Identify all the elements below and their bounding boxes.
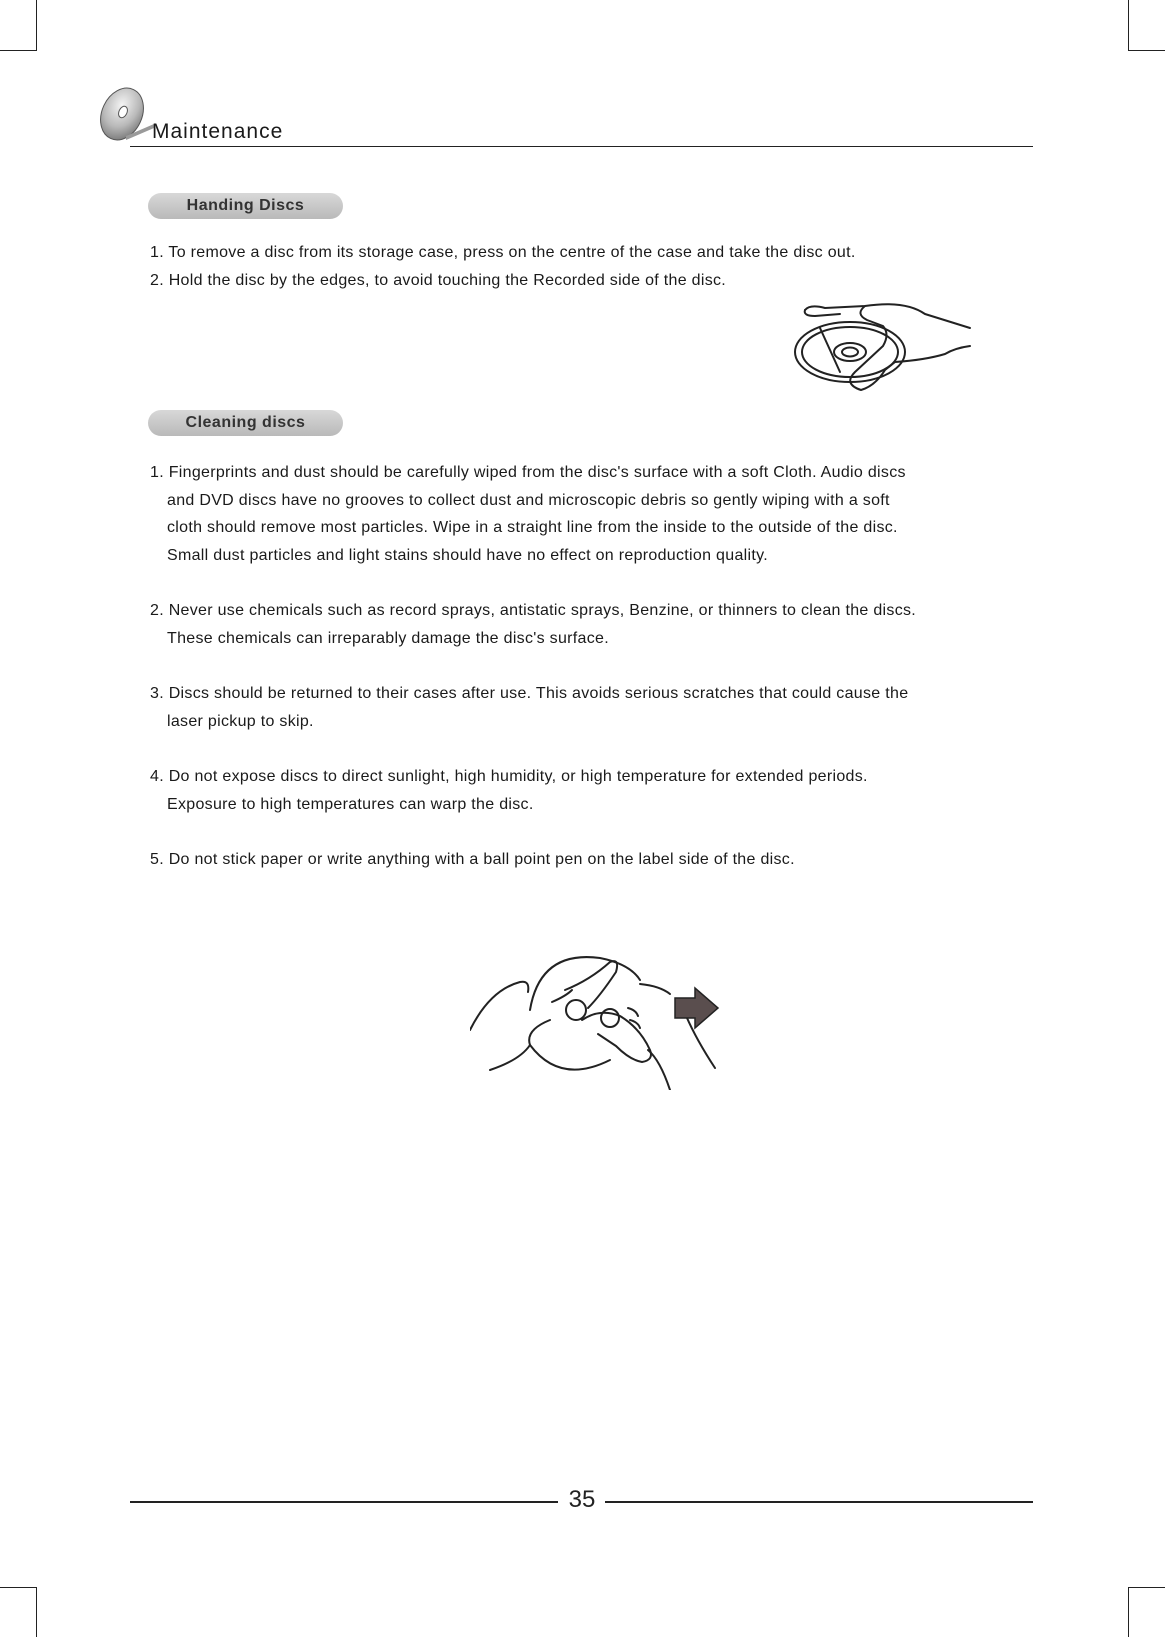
wiping-disc-illustration (470, 950, 730, 1090)
hand-holding-disc-illustration (785, 300, 975, 395)
page-title: Maintenance (152, 120, 284, 143)
crop-mark-top-right-h (1128, 50, 1165, 51)
list-item (150, 459, 916, 569)
list-item-line: cloth should remove most particles. Wipe in a straight line from the inside to the outside of the disc. (167, 519, 898, 536)
list-item (150, 846, 916, 874)
list-item (150, 763, 916, 818)
footer-divider-right (605, 1501, 1033, 1503)
crop-mark-top-right (1128, 0, 1129, 50)
list-item-first-line: 5. Do not stick paper or write anything with a ball point pen on the label side of the disc. (150, 851, 795, 868)
cleaning-list (150, 459, 916, 874)
section-title-handling: Handing Discs (148, 193, 343, 219)
list-item-line: Exposure to high temperatures can warp the disc. (167, 795, 534, 813)
crop-mark-bottom-left (36, 1587, 37, 1637)
list-item-first-line: 3. Discs should be returned to their cases after use. This avoids serious scratches that could cause the (150, 685, 909, 702)
handling-list (150, 239, 856, 294)
list-item-line: These chemicals can irreparably damage the disc's surface. (167, 629, 609, 647)
section-title-cleaning: Cleaning discs (148, 410, 343, 436)
list-item-first-line: 4. Do not expose discs to direct sunlight, high humidity, or high temperature for extended periods. (150, 768, 868, 785)
crop-mark-top-left-h (0, 50, 37, 51)
list-item-line: Small dust particles and light stains should have no effect on reproduction quality. (167, 546, 768, 564)
list-item (150, 597, 916, 652)
footer-divider-left (130, 1501, 558, 1503)
list-item-first-line: 2. Never use chemicals such as record sprays, antistatic sprays, Benzine, or thinners to clean the discs. (150, 602, 917, 619)
page-number: 35 (568, 1486, 596, 1513)
list-item: 2. Hold the disc by the edges, to avoid touching the Recorded side of the disc. (150, 271, 727, 289)
crop-mark-bottom-right (1128, 1587, 1129, 1637)
list-item: 1. To remove a disc from its storage case, press on the centre of the case and take the disc out. (150, 244, 856, 261)
disc-icon (96, 86, 156, 146)
list-item (150, 680, 916, 735)
header-divider (130, 146, 1033, 147)
crop-mark-top-left (36, 0, 37, 50)
list-item-first-line: 1. Fingerprints and dust should be carefully wiped from the disc's surface with a soft Cloth. Audio discs (150, 464, 906, 481)
crop-mark-bottom-right-h (1128, 1587, 1165, 1588)
list-item-line: and DVD discs have no grooves to collect dust and microscopic debris so gently wiping with a soft (167, 491, 890, 509)
list-item-line: laser pickup to skip. (167, 712, 314, 730)
crop-mark-bottom-left-h (0, 1587, 37, 1588)
